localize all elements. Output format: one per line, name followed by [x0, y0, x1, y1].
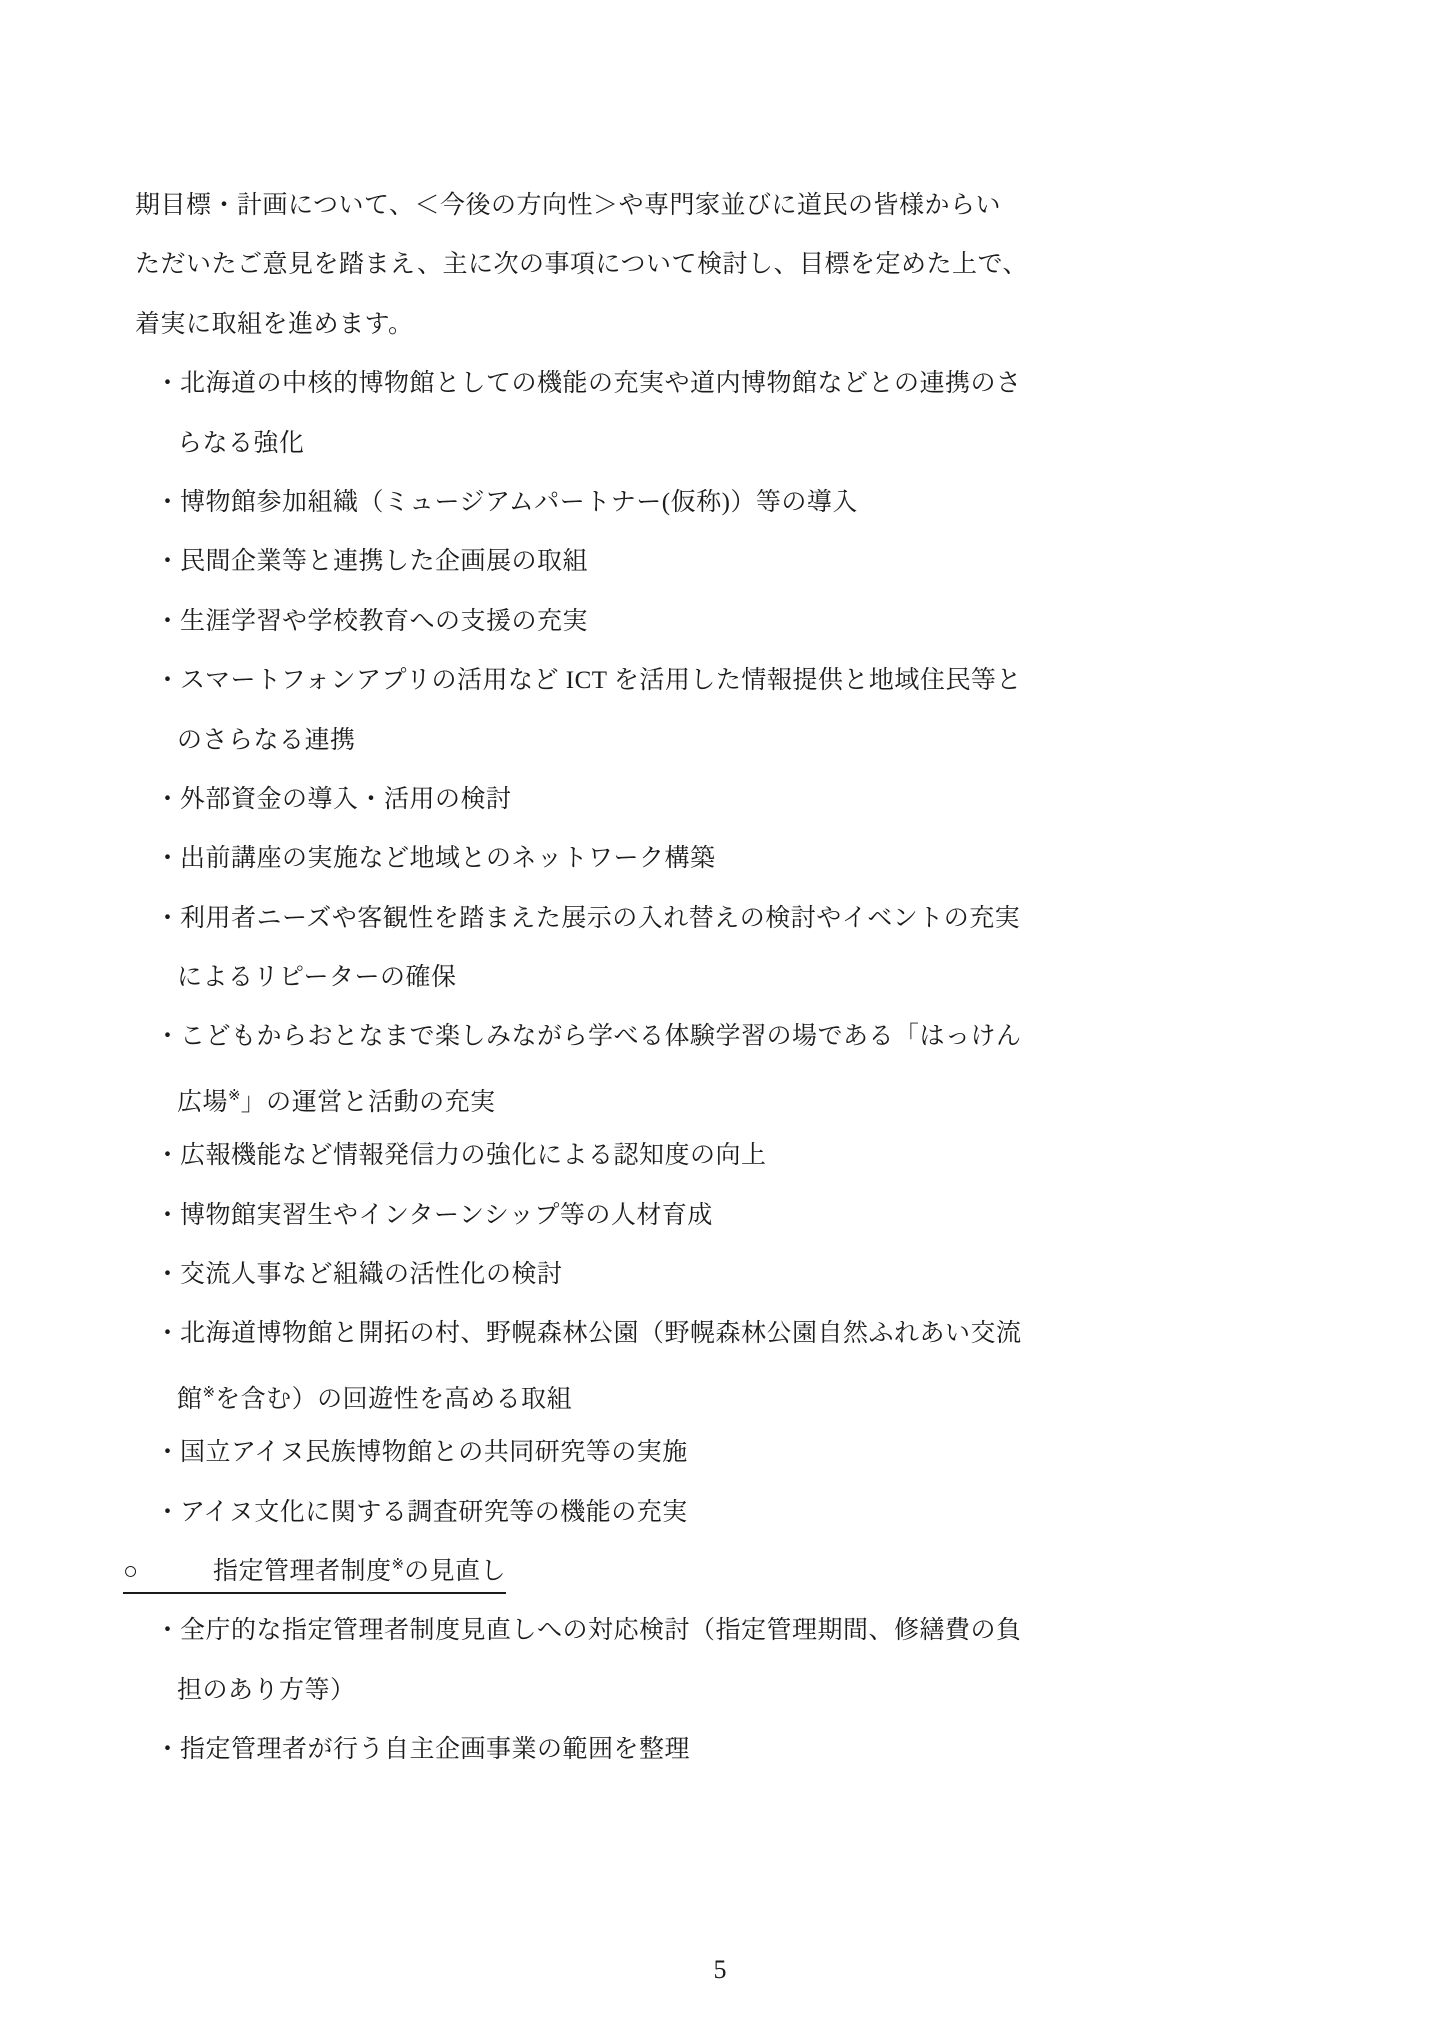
bullet-marker: ・: [155, 1736, 181, 1764]
text-segment: 担のあり方等）: [177, 1676, 356, 1704]
bullet-marker: ・: [155, 1023, 181, 1051]
text-segment: らなる強化: [177, 429, 305, 457]
text-segment: 全庁的な指定管理者制度見直しへの対応検討（指定管理期間、修繕費の負: [180, 1617, 1022, 1645]
reference-mark: ※: [202, 1384, 216, 1401]
text-segment: 館: [177, 1385, 203, 1413]
bullet-continuation-line: [135, 1661, 1095, 1720]
reference-mark: ※: [391, 1556, 405, 1573]
bullet-item: [135, 1601, 1095, 1660]
section-heading: [123, 1542, 1095, 1601]
bullet-marker: ・: [155, 1439, 181, 1467]
bullet-item: [135, 592, 1095, 651]
text-segment: 」の運営と活動の充実: [240, 1088, 496, 1116]
paragraph-line: [135, 295, 1095, 354]
section-heading-underline: [123, 1549, 506, 1594]
bullet-item: [135, 473, 1095, 532]
text-segment: 国立アイヌ民族博物館との共同研究等の実施: [180, 1439, 688, 1467]
bullet-marker: ・: [155, 845, 181, 873]
heading-circle-marker: ○: [123, 1557, 139, 1585]
bullet-marker: ・: [155, 607, 181, 635]
text-segment: 北海道博物館と開拓の村、野幌森林公園（野幌森林公園自然ふれあい交流: [180, 1320, 1022, 1348]
text-segment: 外部資金の導入・活用の検討: [180, 785, 512, 813]
text-segment: の見直し: [404, 1557, 507, 1585]
text-segment: 博物館実習生やインターンシップ等の人材育成: [180, 1201, 713, 1229]
document-body: [123, 176, 1095, 1780]
paragraph-line: [135, 176, 1095, 235]
bullet-continuation-line: [135, 711, 1095, 770]
bullet-continuation-line: [135, 1364, 1095, 1423]
bullet-item: [135, 1186, 1095, 1245]
text-segment: スマートフォンアプリの活用など ICT を活用した情報提供と地域住民等と: [180, 667, 1022, 695]
text-segment: ただいたご意見を踏まえ、主に次の事項について検討し、目標を定めた上で、: [135, 251, 1029, 279]
bullet-item: [135, 889, 1095, 948]
bullet-marker: ・: [155, 1201, 181, 1229]
text-segment: 出前講座の実施など地域とのネットワーク構築: [180, 845, 716, 873]
text-segment: 期目標・計画について、＜今後の方向性＞や専門家並びに道民の皆様からい: [135, 192, 1002, 219]
bullet-marker: ・: [155, 667, 181, 695]
text-segment: 生涯学習や学校教育への支援の充実: [180, 607, 589, 635]
text-segment: を含む）の回遊性を高める取組: [215, 1385, 573, 1413]
bullet-item: [135, 1007, 1095, 1066]
paragraph-line: [135, 235, 1095, 294]
bullet-item: [135, 1245, 1095, 1304]
bullet-continuation-line: [135, 1067, 1095, 1126]
bullet-item: [135, 1720, 1095, 1779]
text-segment: 指定管理者が行う自主企画事業の範囲を整理: [180, 1736, 691, 1764]
bullet-marker: ・: [155, 548, 181, 576]
text-segment: 利用者ニーズや客観性を踏まえた展示の入れ替えの検討やイベントの充実: [180, 904, 1021, 932]
bullet-item: [135, 829, 1095, 888]
text-segment: によるリピーターの確保: [177, 964, 457, 992]
reference-mark: ※: [228, 1087, 241, 1104]
text-segment: アイヌ文化に関する調査研究等の機能の充実: [180, 1498, 688, 1526]
bullet-marker: ・: [155, 785, 181, 813]
bullet-marker: ・: [155, 1498, 181, 1526]
bullet-item: [135, 1423, 1095, 1482]
page-number: 5: [713, 1955, 727, 1984]
bullet-item: [135, 1304, 1095, 1363]
text-segment: 交流人事など組織の活性化の検討: [180, 1261, 563, 1289]
bullet-marker: ・: [155, 1320, 181, 1348]
text-segment: 着実に取組を進めます。: [135, 310, 414, 338]
bullet-marker: ・: [155, 1142, 181, 1170]
bullet-marker: ・: [155, 1261, 181, 1289]
bullet-item: [135, 1483, 1095, 1542]
bullet-item: [135, 354, 1095, 413]
bullet-marker: ・: [155, 488, 181, 516]
bullet-item: [135, 651, 1095, 710]
text-segment: 博物館参加組織（ミュージアムパートナー(仮称)）等の導入: [180, 488, 858, 516]
text-segment: のさらなる連携: [177, 726, 356, 754]
bullet-continuation-line: [135, 414, 1095, 473]
bullet-marker: ・: [155, 904, 181, 932]
text-segment: 広報機能など情報発信力の強化による認知度の向上: [180, 1142, 767, 1170]
text-segment: 民間企業等と連携した企画展の取組: [180, 548, 589, 576]
text-segment: 指定管理者制度: [213, 1557, 392, 1585]
bullet-marker: ・: [155, 370, 181, 398]
bullet-item: [135, 532, 1095, 591]
bullet-continuation-line: [135, 948, 1095, 1007]
text-segment: 北海道の中核的博物館としての機能の充実や道内博物館などとの連携のさ: [180, 370, 1022, 398]
bullet-marker: ・: [155, 1617, 181, 1645]
bullet-item: [135, 1126, 1095, 1185]
text-segment: 広場: [177, 1088, 229, 1116]
bullet-item: [135, 770, 1095, 829]
text-segment: こどもからおとなまで楽しみながら学べる体験学習の場である「はっけん: [180, 1023, 1022, 1051]
